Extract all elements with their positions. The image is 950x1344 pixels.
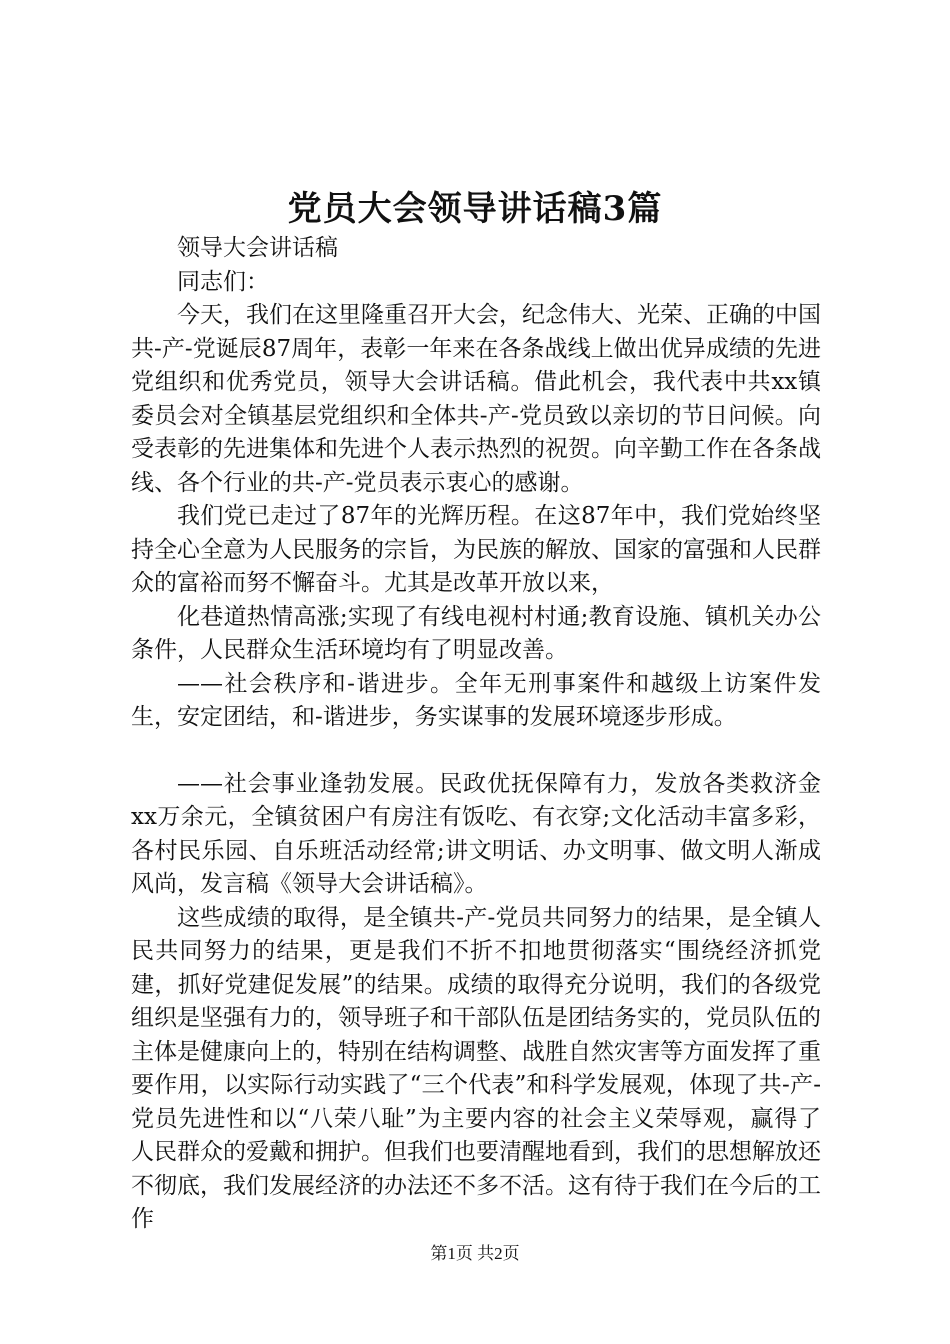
document-title: 党员大会领导讲话稿3篇 xyxy=(287,189,663,229)
paragraph-heading: 领导大会讲话稿 xyxy=(177,235,338,261)
paragraph-salutation: 同志们： xyxy=(177,268,269,295)
paragraph: 我们党已走过了87年的光辉历程。在这87年中，我们党始终坚持全心全意为人民服务的宗旨，为民族的解放、国家的富强和人民群众的富裕而努不懈奋斗。尤其是改革开放以来， xyxy=(131,503,821,596)
paragraph: ——社会秩序和-谐进步。全年无刑事案件和越级上访案件发生，安定团结，和-谐进步，务实谋事的发展环境逐步形成。 xyxy=(131,670,821,730)
paragraph: 今天，我们在这里隆重召开大会，纪念伟大、光荣、正确的中国共-产-党诞辰87周年，表彰一年来在各条战线上做出优异成绩的先进党组织和优秀党员，领导大会讲话稿。借此机会，我代表中共xx镇委员会对全镇基层党组织和全体共-产-党员致以亲切的节日问候。向受表彰的先进集体和先进个人表示热烈的祝贺。向辛勤工作在各条战线、各个行业的共-产-党员表示衷心的感谢。 xyxy=(131,302,821,496)
paragraph: 这些成绩的取得，是全镇共-产-党员共同努力的结果，是全镇人民共同努力的结果，更是我们不折不扣地贯彻落实“围绕经济抓党建，抓好党建促发展”的结果。成绩的取得充分说明，我们的各级党组织是坚强有力的，领导班子和干部队伍是团结务实的，党员队伍的主体是健康向上的，特别在结构调整、战胜自然灾害等方面发挥了重要作用，以实际行动实践了“三个代表”和科学发展观，体现了共-产-党员先进性和以“八荣八耻”为主要内容的社会主义荣辱观，赢得了人民群众的爱戴和拥护。但我们也要清醒地看到，我们的思想解放还不彻底，我们发展经济的办法还不多不活。这有待于我们在今后的工作 xyxy=(131,904,821,1232)
paragraph: ——社会事业逢勃发展。民政优抚保障有力，发放各类救济金xx万余元，全镇贫困户有房注有饭吃、有衣穿;文化活动丰富多彩，各村民乐园、自乐班活动经常;讲文明话、办文明事、做文明人渐成风尚，发言稿《领导大会讲话稿》。 xyxy=(131,770,821,897)
document-body xyxy=(131,232,821,1237)
page-footer: 第1页 共2页 xyxy=(430,1244,520,1263)
paragraph: 化巷道热情高涨;实现了有线电视村村通;教育设施、镇机关办公条件，人民群众生活环境均有了明显改善。 xyxy=(131,603,821,663)
